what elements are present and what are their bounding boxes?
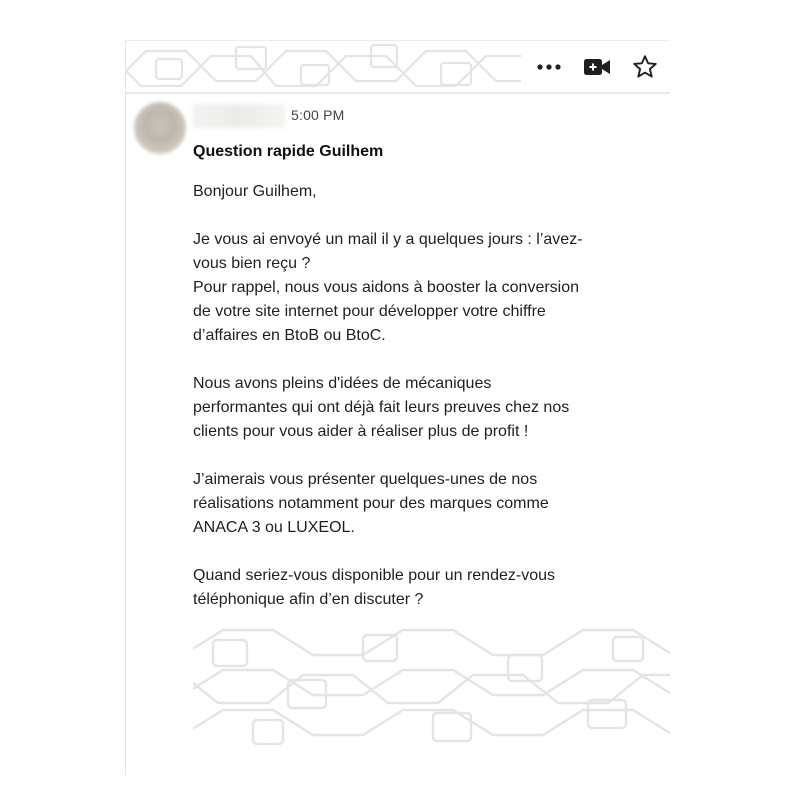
body-line: de votre site internet pour développer votre chiffre: [193, 303, 546, 320]
star-icon: [632, 54, 658, 80]
paragraph-call-to-action: [193, 564, 653, 612]
header-pattern-redaction: [126, 41, 521, 93]
sender-name-redacted: [193, 104, 285, 128]
header-actions: [534, 51, 660, 83]
paragraph-follow-up: [193, 228, 653, 348]
video-call-button[interactable]: [582, 52, 612, 82]
body-line: téléphonique afin d’en discuter ?: [193, 591, 424, 608]
body-line: Nous avons pleins d'idées de mécaniques: [193, 375, 492, 392]
message-header: [126, 41, 670, 93]
body-line: vous bien reçu ?: [193, 255, 311, 272]
more-horizontal-icon: [536, 63, 562, 71]
panel-left-border: [125, 40, 126, 775]
body-line: Quand seriez-vous disponible pour un rendez-vous: [193, 567, 555, 584]
more-options-button[interactable]: [534, 52, 564, 82]
message-subject: Question rapide Guilhem: [193, 143, 384, 160]
greeting-paragraph: [193, 180, 653, 204]
body-line: d’affaires en BtoB ou BtoC.: [193, 327, 386, 344]
body-line: performantes qui ont déjà fait leurs preuves chez nos: [193, 399, 570, 416]
paragraph-ideas: [193, 372, 653, 444]
signature-pattern-redaction: [193, 625, 670, 755]
video-camera-icon: [583, 57, 611, 77]
header-divider: [126, 92, 670, 94]
body-line: Je vous ai envoyé un mail il y a quelques jours : l’avez-: [193, 231, 583, 248]
body-line: réalisations notamment pour des marques comme: [193, 495, 549, 512]
body-line: clients pour vous aider à réaliser plus de profit !: [193, 423, 529, 440]
star-button[interactable]: [630, 52, 660, 82]
body-line: Pour rappel, nous vous aidons à booster la conversion: [193, 279, 580, 296]
sender-avatar[interactable]: [134, 102, 186, 154]
message-timestamp: 5:00 PM: [291, 107, 345, 123]
message-body: [193, 180, 653, 612]
greeting-line: Bonjour Guilhem,: [193, 183, 317, 200]
paragraph-references: [193, 468, 653, 540]
body-line: J’aimerais vous présenter quelques-unes de nos: [193, 471, 538, 488]
body-line: ANACA 3 ou LUXEOL.: [193, 519, 355, 536]
